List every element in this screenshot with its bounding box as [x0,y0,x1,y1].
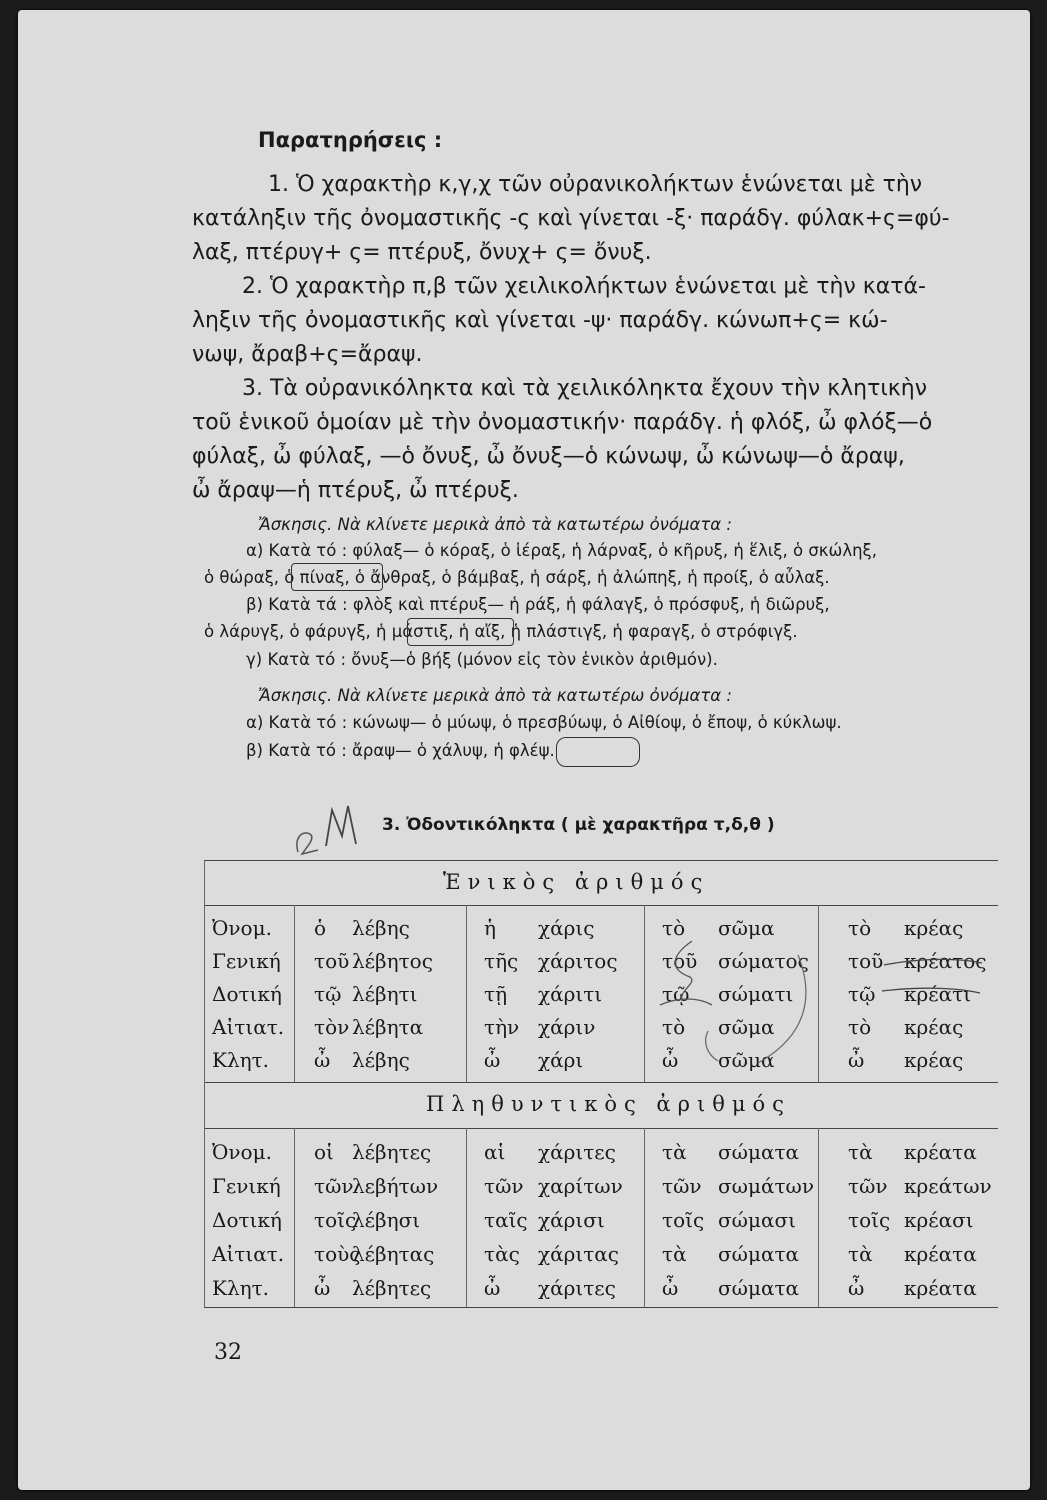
article-cell: τῶν [662,1174,702,1198]
article-cell: τῆς [484,949,519,973]
table-rule [818,905,819,1082]
article-cell: αἱ [484,1140,506,1164]
article-cell: ὁ [314,916,327,940]
pencil-scribble [864,935,987,1015]
noun-cell: κρέατα [904,1276,977,1300]
noun-cell: λεβήτων [352,1174,439,1198]
paragraph-line: νωψ, ἄραβ+ς=ἄραψ. [192,342,423,367]
noun-cell: λέβησι [352,1208,421,1232]
article-cell: ὦ [662,1276,679,1300]
table-rule [466,905,467,1082]
paragraph-line: κατάληξιν τῆς ὀνομαστικῆς -ς καὶ γίνεται -ξ· παράδγ. φύλακ+ς=φύ- [192,206,950,231]
noun-cell: χάριτες [538,1140,616,1164]
case-label: Ὀνομ. [212,916,272,940]
article-cell: ὦ [314,1048,331,1072]
article-cell: τῶν [314,1174,354,1198]
table-rule [644,1128,645,1307]
case-label: Αἰτιατ. [212,1015,285,1039]
paragraph-line: 2. Ὁ χαρακτὴρ π,β τῶν χειλικολήκτων ἑνώνεται μὲ τὴν κατά- [242,274,926,299]
noun-cell: χάριτος [538,949,618,973]
article-cell: τὰ [662,1242,687,1266]
noun-cell: λέβητας [352,1242,435,1266]
noun-cell: κρέας [904,1015,964,1039]
noun-cell: χάριτι [538,982,603,1006]
table-rule [294,1128,295,1307]
noun-cell: λέβης [352,916,410,940]
noun-cell: χαρίτων [538,1174,623,1198]
article-cell: τοῦ [848,949,884,973]
article-cell: τῷ [848,982,876,1006]
section-title: 3. Ὀδοντικόληκτα ( μὲ χαρακτῆρα τ,δ,θ ) [382,815,775,835]
article-cell: ὦ [484,1276,501,1300]
table-rule [204,1128,998,1129]
noun-cell: χάρι [538,1048,584,1072]
handwritten-mark-icon [288,790,378,870]
noun-cell: χάριτας [538,1242,619,1266]
article-cell: τοῦ [314,949,350,973]
noun-cell: σώμασι [718,1208,796,1232]
exercise-line: β) Κατὰ τά : φλὸξ καὶ πτέρυξ— ἡ ράξ, ἡ φάλαγξ, ὁ πρόσφυξ, ἡ διῶρυξ, [246,595,830,614]
noun-cell: χάρις [538,916,595,940]
noun-cell: σῶμα [718,1015,775,1039]
noun-cell: λέβητες [352,1276,432,1300]
remarks-heading: Παρατηρήσεις : [258,128,443,152]
article-cell: τῶν [848,1174,888,1198]
plural-header: Πληθυντικὸς ἀριθμός [426,1092,791,1116]
case-label: Γενική [212,1174,281,1198]
table-rule [204,1307,998,1308]
case-label: Γενική [212,949,281,973]
article-cell: οἱ [314,1140,334,1164]
article-cell: τοῖς [848,1208,891,1232]
noun-cell: κρέατα [904,1242,977,1266]
noun-cell: λέβητες [352,1140,432,1164]
noun-cell: σωμάτων [718,1174,814,1198]
article-cell: τῶν [484,1174,524,1198]
noun-cell: χάριν [538,1015,596,1039]
noun-cell: λέβητι [352,982,418,1006]
article-cell: τὸ [662,1015,686,1039]
article-cell: τὸ [848,916,872,940]
paragraph-line: 3. Τὰ οὐρανικόληκτα καὶ τὰ χειλικόληκτα ἔχουν τὴν κλητικὴν [242,376,928,401]
noun-cell: χάρισι [538,1208,605,1232]
paragraph-line: 1. Ὁ χαρακτὴρ κ,γ,χ τῶν οὐρανικολήκτων ἑνώνεται μὲ τὴν [268,172,923,197]
article-cell: ὦ [662,1048,679,1072]
page-number: 32 [214,1340,242,1365]
paragraph-line: ὦ ἄραψ—ἡ πτέρυξ, ὦ πτέρυξ. [192,478,519,503]
article-cell: τὸ [848,1015,872,1039]
noun-cell: κρέας [904,916,964,940]
table-rule [204,1082,998,1083]
article-cell: τὰ [662,1140,687,1164]
pencil-box-mark [407,618,514,646]
noun-cell: λέβητα [352,1015,424,1039]
noun-cell: σώματα [718,1276,800,1300]
table-rule [204,905,998,906]
noun-cell: λέβητος [352,949,433,973]
singular-header: Ἑνικὸς ἀριθμός [443,870,710,894]
article-cell: τοὺς [314,1242,361,1266]
exercise-line: α) Κατὰ τό : φύλαξ— ὁ κόραξ, ὁ ἱέραξ, ἡ λάρναξ, ὁ κῆρυξ, ἡ ἕλιξ, ὁ σκώληξ, [246,541,877,560]
noun-cell: σώματα [718,1242,800,1266]
noun-cell: σῶμα [718,1048,775,1072]
article-cell: τοῖς [662,1208,705,1232]
article-cell: ἡ [484,916,496,940]
exercise-line: α) Κατὰ τό : κώνωψ— ὁ μύωψ, ὁ πρεσβύωψ, ὁ Αἰθίοψ, ὁ ἔποψ, ὁ κύκλωψ. [246,713,842,732]
article-cell: τῷ [662,982,690,1006]
noun-cell: σώματι [718,982,794,1006]
noun-cell: κρέας [904,1048,964,1072]
exercise-line: β) Κατὰ τό : ἄραψ— ὁ χάλυψ, ἡ φλέψ. [246,741,555,760]
article-cell: ὦ [848,1048,865,1072]
noun-cell: σώματα [718,1140,800,1164]
case-label: Δοτική [212,982,282,1006]
paragraph-line: λαξ, πτέρυγ+ ς= πτέρυξ, ὄνυχ+ ς= ὄνυξ. [192,240,652,265]
article-cell: τῷ [314,982,342,1006]
noun-cell: κρέατα [904,1140,977,1164]
noun-cell: χάριτες [538,1276,616,1300]
article-cell: τὴν [484,1015,520,1039]
table-rule [294,905,295,1082]
article-cell: τοῖς [314,1208,357,1232]
case-label: Κλητ. [212,1276,270,1300]
article-cell: τοῦ [662,949,698,973]
article-cell: τὰς [484,1242,520,1266]
pencil-scribble [638,935,818,1075]
page-content [18,10,1030,1490]
noun-cell: κρέατι [904,982,972,1006]
article-cell: τῇ [484,982,508,1006]
article-cell: τὰ [848,1242,873,1266]
table-rule [204,860,205,1307]
article-cell: ὦ [314,1276,331,1300]
table-rule [204,860,998,861]
article-cell: ὦ [848,1276,865,1300]
case-label: Κλητ. [212,1048,270,1072]
case-label: Δοτική [212,1208,282,1232]
article-cell: τὰ [848,1140,873,1164]
case-label: Ὀνομ. [212,1140,272,1164]
noun-cell: κρέατος [904,949,987,973]
article-cell: τὸν [314,1015,350,1039]
paragraph-line: φύλαξ, ὦ φύλαξ, —ὁ ὄνυξ, ὦ ὄνυξ—ὁ κώνωψ, ὦ κώνωψ—ὁ ἄραψ, [192,444,905,469]
pencil-box-mark [291,563,383,591]
table-rule [818,1128,819,1307]
article-cell: ταῖς [484,1208,528,1232]
exercise-line: ὁ λάρυγξ, ὁ φάρυγξ, ἡ μάστιξ, ἡ αἴξ, ἡ πλάστιγξ, ἡ φαραγξ, ὁ στρόφιγξ. [204,622,798,641]
noun-cell: λέβης [352,1048,410,1072]
exercise-title: Ἄσκησις. Νὰ κλίνετε μερικὰ ἀπὸ τὰ κατωτέρω ὀνόματα : [258,686,732,705]
paragraph-line: ληξιν τῆς ὀνομαστικῆς καὶ γίνεται -ψ· παράδγ. κώνωπ+ς= κώ- [192,308,888,333]
pencil-box-mark [556,737,640,767]
noun-cell: κρεάτων [904,1174,992,1198]
book-page [18,10,1030,1490]
noun-cell: κρέασι [904,1208,974,1232]
noun-cell: σῶμα [718,916,775,940]
article-cell: τὸ [662,916,686,940]
exercise-line: ὁ θώραξ, ὁ πίναξ, ὁ ἄνθραξ, ὁ βάμβαξ, ἡ σάρξ, ἡ ἀλώπηξ, ἡ προίξ, ὁ αὖλαξ. [204,568,830,587]
article-cell: ὦ [484,1048,501,1072]
exercise-title: Ἄσκησις. Νὰ κλίνετε μερικὰ ἀπὸ τὰ κατωτέρω ὀνόματα : [258,515,732,534]
noun-cell: σώματος [718,949,809,973]
paragraph-line: τοῦ ἑνικοῦ ὁμοίαν μὲ τὴν ὀνομαστικήν· παράδγ. ἡ φλόξ, ὦ φλόξ—ὁ [192,410,933,435]
table-rule [466,1128,467,1307]
exercise-line: γ) Κατὰ τό : ὄνυξ—ὁ βήξ (μόνον εἰς τὸν ἑνικὸν ἀριθμόν). [246,650,718,669]
case-label: Αἰτιατ. [212,1242,285,1266]
